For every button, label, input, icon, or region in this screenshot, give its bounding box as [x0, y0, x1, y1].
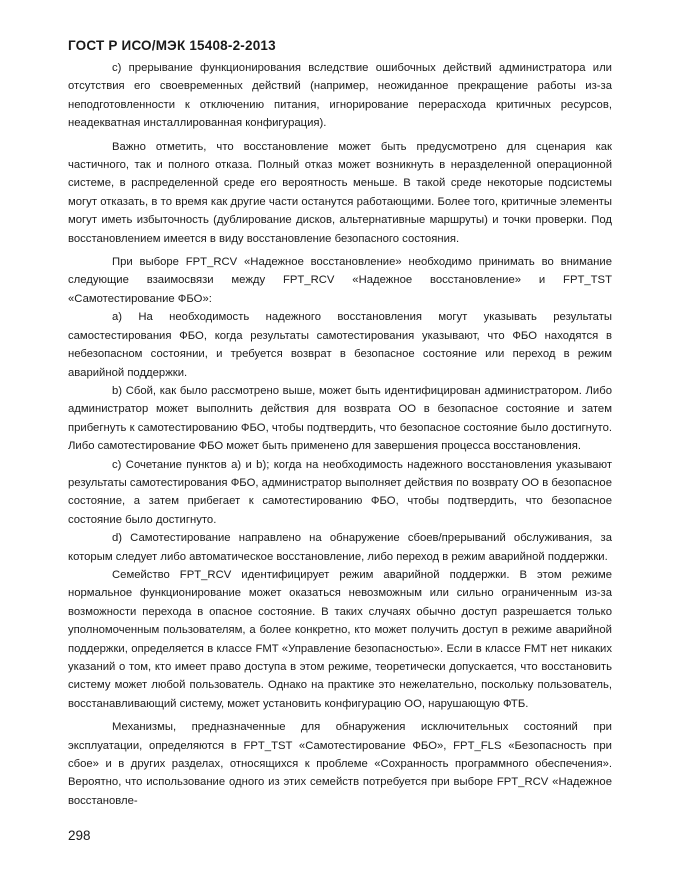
page-number: 298 [68, 828, 91, 843]
document-header: ГОСТ Р ИСО/МЭК 15408-2-2013 [68, 38, 276, 53]
paragraph-maintenance-mode: Семейство FPT_RCV идентифицирует режим аварийной поддержки. В этом режиме нормальное функционирование может оказаться невозможным или сильно ограниченным из-за возможности перехода в опасное состояние. В таких случаях обычно доступ разрешается только уполномоченным пользователям, а более конкретно, кто может получить доступ в режиме аварийной поддержки, определяется в классе FMT «Управление безопасностью». Если в классе FMT нет никаких указаний о том, кто имеет право доступа в этом режиме, теоретически допускается, что восстановить систему может любой пользователь. Однако на практике это нежелательно, поскольку пользователь, восстанавливающий систему, может установить конфигурацию ОО, нарушающую ФТБ. [68, 568, 612, 710]
paragraph-fpt-rcv-intro: При выборе FPT_RCV «Надежное восстановление» необходимо принимать во внимание следующие взаимосвязи между FPT_RCV «Надежное восстановление» и FPT_TST «Самотестирование ФБО»: [68, 256, 612, 305]
paragraph-mechanisms: Механизмы, предназначенные для обнаружения исключительных состояний при эксплуатации, определяются в FPT_TST «Самотестирование ФБО», FPT_FLS «Безопасность при сбое» и в других разделах, относящихся к проблеме «Сохранность программного обеспечения». Вероятно, что использование одного из этих семейств потребуется при выборе FPT_RCV «Надежное восстановле- [68, 721, 612, 807]
document-body [68, 59, 612, 810]
paragraph-item-d: d) Самотестирование направлено на обнаружение сбоев/прерываний обслуживания, за которым следует либо автоматическое восстановление, либо переход в режим аварийной поддержки. [68, 532, 612, 563]
paragraph-c-admin-errors: c) прерывание функционирования вследствие ошибочных действий администратора или отсутствия его своевременных действий (например, неожиданное прекращение работы из-за неподготовленности к отключению питания, игнорирование перерасхода критичных ресурсов, неадекватная инсталлированная конфигурация). [68, 62, 612, 130]
paragraph-item-c: c) Сочетание пунктов a) и b); когда на необходимость надежного восстановления указывают результаты самотестирования ФБО, администратор выполняет действия по возврату ОО в безопасное состояние, а затем прибегает к самотестированию ФБО, чтобы подтвердить, что безопасное состояние было достигнуто. [68, 458, 612, 526]
paragraph-item-a: a) На необходимость надежного восстановления могут указывать результаты самостестирования ФБО, когда результаты самотестирования указывают, что ФБО находятся в небезопасном состоянии, и требуется возврат в безопасное состояние или переход в режим аварийной поддержки. [68, 311, 612, 379]
paragraph-recovery-note: Важно отметить, что восстановление может быть предусмотрено для сценария как частичного, так и полного отказа. Полный отказ может возникнуть в неразделенной операционной системе, в распределенной среде его вероятность меньше. В такой среде некоторые подсистемы могут отказать, в то время как другие части останутся работающими. Более того, критичные элементы могут иметь избыточность (дублирование дисков, альтернативные маршруты) и точки проверки. Под восстановлением имеется в виду восстановление безопасного состояния. [68, 140, 612, 245]
paragraph-item-b: b) Сбой, как было рассмотрено выше, может быть идентифицирован администратором. Либо администратор может выполнить действия для возврата ОО в безопасное состояние и затем прибегнуть к самотестированию ФБО, чтобы подтвердить, что безопасное состояние было достигнуто. Либо самотестирование ФБО может быть применено для завершения процесса восстановления. [68, 384, 612, 453]
